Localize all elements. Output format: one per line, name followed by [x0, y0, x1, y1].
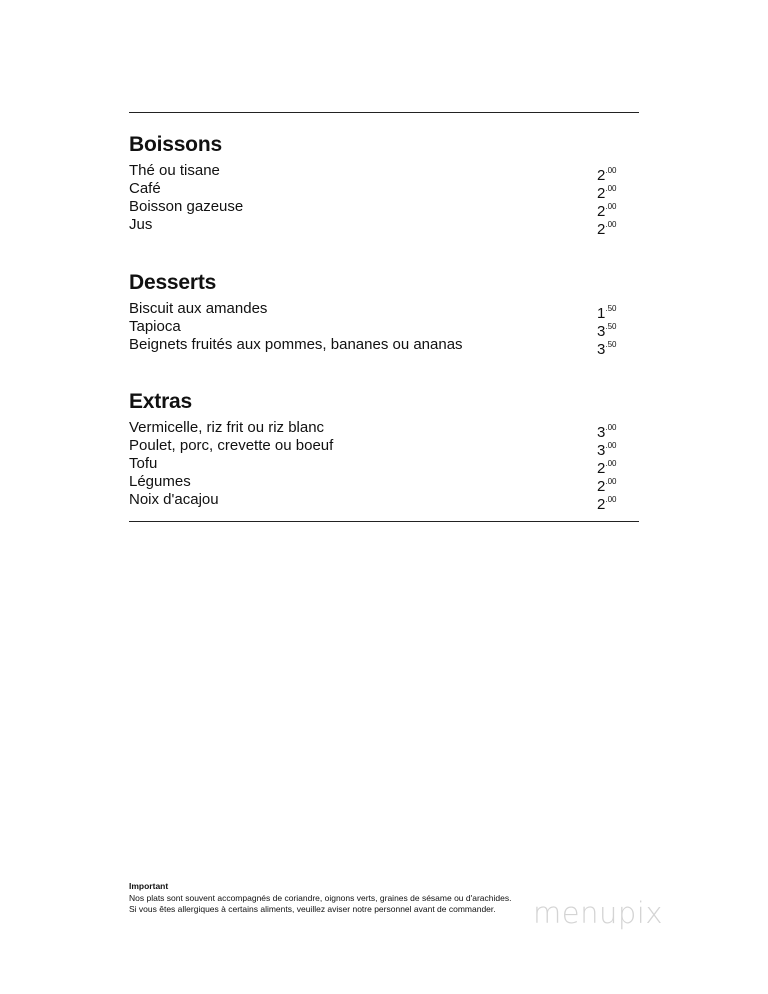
item-name: Tapioca [129, 318, 181, 335]
notice-line: Nos plats sont souvent accompagnés de coriandre, oignons verts, graines de sésame ou d'arachides. [129, 892, 512, 903]
item-name: Thé ou tisane [129, 162, 220, 179]
item-name: Biscuit aux amandes [129, 300, 268, 317]
item-name: Jus [129, 216, 153, 233]
item-name: Tofu [129, 455, 158, 472]
item-price: $3^{.50}$ [597, 340, 617, 358]
menu-item [129, 473, 619, 495]
section-desserts [129, 270, 619, 358]
item-price: $2^{.00}$ [597, 495, 617, 513]
notice-line: Si vous êtes allergiques à certains aliments, veuillez aviser notre personnel avant de commander. [129, 904, 496, 914]
menu-item [129, 419, 619, 441]
menupix-watermark: menupix [533, 896, 663, 930]
item-price: $3^{.50}$ [597, 322, 617, 340]
item-name: Boisson gazeuse [129, 198, 244, 215]
item-price: $2^{.00}$ [597, 184, 617, 202]
item-name: Noix d'acajou [129, 491, 219, 508]
item-price: $2^{.00}$ [597, 477, 617, 495]
section-title: Extras [129, 390, 193, 413]
item-price: $3^{.00}$ [597, 441, 617, 459]
menu-item [129, 216, 619, 238]
item-name: Beignets fruités aux pommes, bananes ou ananas [129, 336, 463, 353]
item-name: Café [129, 180, 161, 197]
item-price: $2^{.00}$ [597, 202, 617, 220]
item-price: $3^{.00}$ [597, 423, 617, 441]
menu-item [129, 198, 619, 220]
menu-item [129, 300, 619, 322]
item-name: Poulet, porc, crevette ou boeuf [129, 437, 334, 454]
notice-title: Important [129, 881, 169, 891]
item-price: $2^{.00}$ [597, 459, 617, 477]
item-name: Légumes [129, 473, 191, 490]
menu-item [129, 437, 619, 459]
menu-item [129, 162, 619, 184]
item-price: $2^{.00}$ [597, 166, 617, 184]
section-extras [129, 389, 619, 513]
section-boissons [129, 132, 619, 238]
item-name: Vermicelle, riz frit ou riz blanc [129, 419, 325, 436]
menu-item [129, 180, 619, 202]
menu-item [129, 455, 619, 477]
bottom-divider [129, 521, 639, 522]
section-title: Desserts [129, 271, 217, 294]
item-price: $2^{.00}$ [597, 220, 617, 238]
top-divider [129, 112, 639, 113]
allergy-notice [129, 881, 511, 916]
section-title: Boissons [129, 133, 222, 156]
item-price: $1^{.50}$ [597, 304, 617, 322]
menu-item [129, 491, 619, 513]
menu-item [129, 336, 619, 358]
menu-item [129, 318, 619, 340]
